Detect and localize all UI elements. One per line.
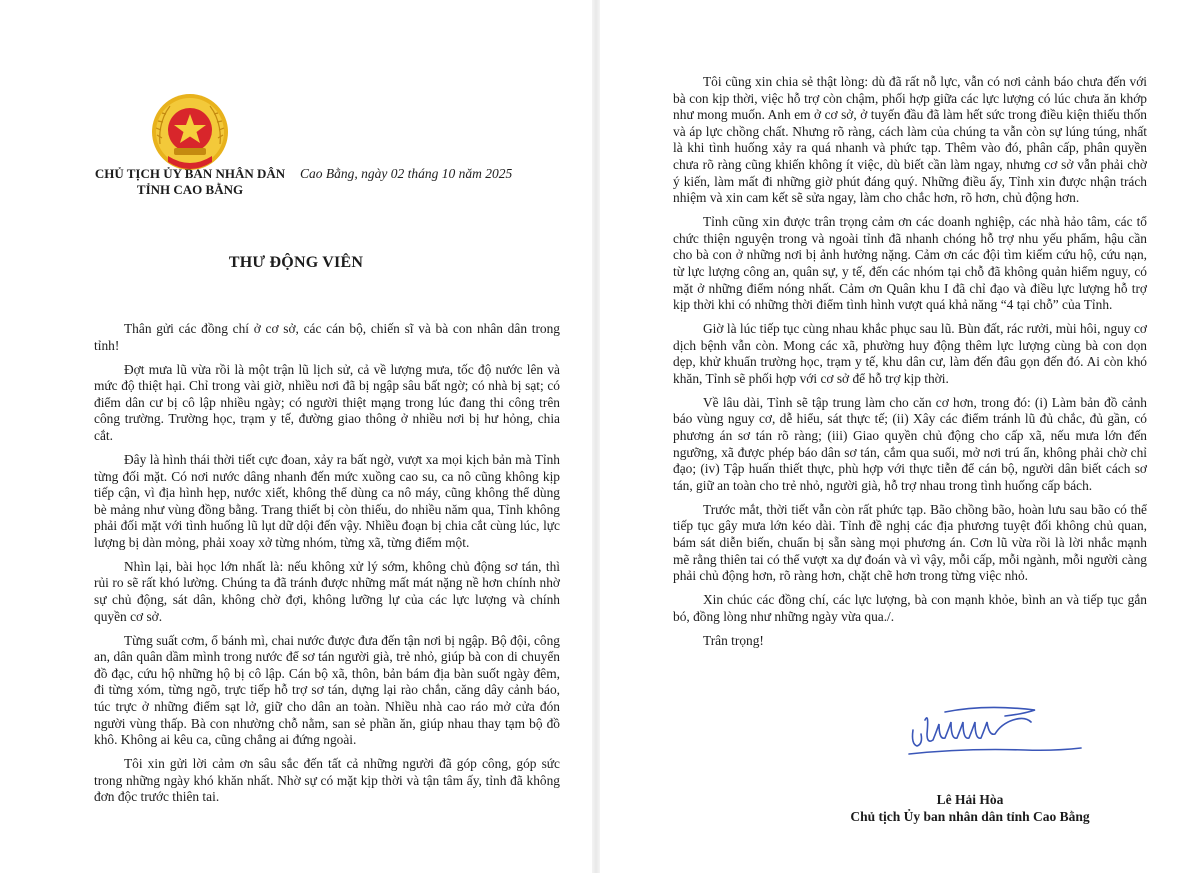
signer-block	[790, 791, 1150, 825]
place-and-date: Cao Bằng, ngày 02 tháng 10 năm 2025	[300, 166, 513, 181]
national-emblem-icon	[148, 92, 232, 174]
paragraph: Nhìn lại, bài học lớn nhất là: nếu không xử lý sớm, không chủ động sơ tán, thì rủi ro sẽ rất khó lường. Chúng ta đã tránh được những mất mát nặng nề hơn chính nhờ sự chủ động, sát dân, không chờ đợi, không lưỡng lự của các lực lượng và chính quyền cơ sở.	[94, 558, 560, 624]
document-title: THƯ ĐỘNG VIÊN	[228, 254, 364, 271]
left-page	[0, 0, 592, 873]
paragraph: Từng suất cơm, ổ bánh mì, chai nước được đưa đến tận nơi bị ngập. Bộ đội, công an, dân quân dầm mình trong nước để sơ tán người già, trẻ nhỏ, giúp bà con di chuyển đồ đạc, cứu hộ những hộ bị cô lập. Cán bộ xã, thôn, bản bám địa bàn suốt ngày đêm, đi từng xóm, từng ngõ, trực tiếp hỗ trợ sơ tán, dựng lại rào chắn, căng dây cảnh báo, túc trực ở những điểm sạt lở, giữ cho dân an toàn. Nhiều nhà cao ráo mở cửa đón người vùng thấp. Bà con nhường chỗ nằm, san sẻ phần ăn, giúp nhau thay tạm bộ đồ khô. Không ai kêu ca, cũng chẳng ai đứng ngoài.	[94, 632, 560, 748]
paragraph: Thân gửi các đồng chí ở cơ sở, các cán bộ, chiến sĩ và bà con nhân dân trong tỉnh!	[94, 321, 560, 353]
paragraph: Tỉnh cũng xin được trân trọng cảm ơn các doanh nghiệp, các nhà hảo tâm, các tổ chức thiện nguyện trong và ngoài tỉnh đã nhanh chóng hỗ trợ nhu yếu phẩm, hậu cần cho bà con ở những nơi bị ảnh hưởng nặng. Cảm ơn các đội tìm kiếm cứu hộ, cứu nạn, từ lực lượng công an, quân sự, y tế, đến các nhóm tại chỗ đã không quản hiểm nguy, có mặt ở những điểm nóng nhất. Cảm ơn Quân khu I đã chỉ đạo và điều lực lượng hỗ trợ kịp thời khi có những thời điểm tình hình vượt quá khả năng “4 tại chỗ” của Tỉnh.	[673, 214, 1147, 313]
issuing-authority	[80, 166, 300, 198]
left-body-text	[94, 321, 560, 813]
paragraph: Về lâu dài, Tỉnh sẽ tập trung làm cho căn cơ hơn, trong đó: (i) Làm bản đồ cảnh báo vùng nguy cơ, dễ hiểu, sát thực tế; (ii) Xây các điểm tránh lũ đủ chắc, đủ gần, có phương án sơ tán rõ ràng; (iii) Giao quyền chủ động cho cấp xã, nếu mưa lớn đến ngưỡng, xã được phép báo dân sơ tán, cắm qua suối, mở nơi trú ẩn, không phải chờ chỉ đạo; (iv) Tập huấn thiết thực, phù hợp với thực tiễn để cán bộ, người dân biết cách sơ tán, giữ an toàn cho trẻ nhỏ, người già, hỗ trợ nhau trong tình huống cấp bách.	[673, 394, 1147, 493]
paragraph: Tôi cũng xin chia sẻ thật lòng: dù đã rất nỗ lực, vẫn có nơi cảnh báo chưa đến với bà con kịp thời, việc hỗ trợ còn chậm, phối hợp giữa các lực lượng có lúc chưa ăn khớp như mong muốn. Anh em ở cơ sở, ở tuyến đầu đã làm hết sức trong điều kiện thiếu thốn và áp lực chồng chất. Nhưng rõ ràng, cách làm của chúng ta vẫn còn sự lúng túng, nhất là khi tình huống xảy ra quá nhanh và phức tạp. Thêm vào đó, phân cấp, phân quyền chưa rõ ràng cũng khiến không ít việc, dù biết cần làm ngay, nhưng cơ sở vẫn phải chờ ý kiến, làm mất đi những giờ phút đáng quý. Những điều ấy, Tỉnh xin được nhận trách nhiệm và xin cam kết sẽ sửa ngay, làm cho chắc hơn, rõ hơn, chủ động hơn.	[673, 74, 1147, 206]
authority-line-2: TỈNH CAO BẰNG	[136, 182, 244, 197]
paragraph: Đợt mưa lũ vừa rồi là một trận lũ lịch sử, cả về lượng mưa, tốc độ nước lên và mức độ thiệt hại. Chỉ trong vài giờ, nhiều nơi đã bị ngập sâu bất ngờ; có nhà bị sạt; có điểm dân cư bị cô lập nhiều ngày; có người thiệt mạng trong lúc đang thi công trên công trường. Trường học, trạm y tế, đường giao thông ở nhiều nơi bị hư hỏng, chia cắt.	[94, 361, 560, 443]
closing-greeting: Trân trọng!	[703, 632, 764, 648]
authority-line-1: CHỦ TỊCH ỦY BAN NHÂN DÂN	[94, 166, 286, 181]
paragraph: Đây là hình thái thời tiết cực đoan, xảy ra bất ngờ, vượt xa mọi kịch bản mà Tỉnh từng đối mặt. Có nơi nước dâng nhanh đến mức xuồng cao su, ca nô cũng không kịp tiếp cận, vì địa hình hẹp, nước xiết, không thể dùng ca nô máy, cũng không thể dùng bè mảng như vùng đồng bằng. Trang thiết bị còn thiếu, do nhiều năm qua, Tỉnh không phải đối mặt với tình huống lũ lụt dữ dội đến vậy. Nhiều đoạn bị chia cắt cùng lúc, lực lượng bị dàn mỏng, phải xoay xở từng nhóm, từng xã, từng điểm một.	[94, 451, 560, 550]
signer-position: Chủ tịch Ủy ban nhân dân tỉnh Cao Bằng	[850, 809, 1090, 824]
right-body-text	[673, 74, 1147, 657]
paragraph: Trước mắt, thời tiết vẫn còn rất phức tạp. Bão chồng bão, hoàn lưu sau bão có thể tiếp tục gây mưa lớn kéo dài. Tỉnh đề nghị các địa phương tuyệt đối không chủ quan, bám sát diễn biến, chuẩn bị sẵn sàng mọi phương án. Cơn lũ vừa rồi là lời nhắc mạnh mẽ rằng thiên tai có thể vượt xa dự đoán và vì vậy, mỗi cấp, mỗi ngành, mỗi người càng phải chủ động hơn, rõ ràng hơn, chặt chẽ hơn trong từng việc nhỏ.	[673, 501, 1147, 584]
paragraph: Giờ là lúc tiếp tục cùng nhau khắc phục sau lũ. Bùn đất, rác rưởi, mùi hôi, nguy cơ dịch bệnh vẫn còn. Mong các xã, phường huy động thêm lực lượng cùng bà con dọn dẹp, khử khuẩn trường học, trạm y tế, khu dân cư, làm đến đâu gọn đến đó. Ai còn khó khăn, Tỉnh sẽ phối hợp với cơ sở để hỗ trợ kịp thời.	[673, 321, 1147, 386]
signer-name: Lê Hải Hòa	[936, 792, 1004, 807]
paragraph: Xin chúc các đồng chí, các lực lượng, bà con mạnh khỏe, bình an và tiếp tục gắn bó, đồng lòng như những ngày vừa qua./.	[673, 592, 1147, 624]
page-divider	[592, 0, 600, 873]
handwritten-signature	[905, 700, 1085, 760]
paragraph: Tôi xin gửi lời cảm ơn sâu sắc đến tất cả những người đã góp công, góp sức trong những ngày khó khăn nhất. Nhờ sự có mặt kịp thời và tận tâm ấy, tỉnh đã không đơn độc trước thiên tai.	[94, 756, 560, 805]
